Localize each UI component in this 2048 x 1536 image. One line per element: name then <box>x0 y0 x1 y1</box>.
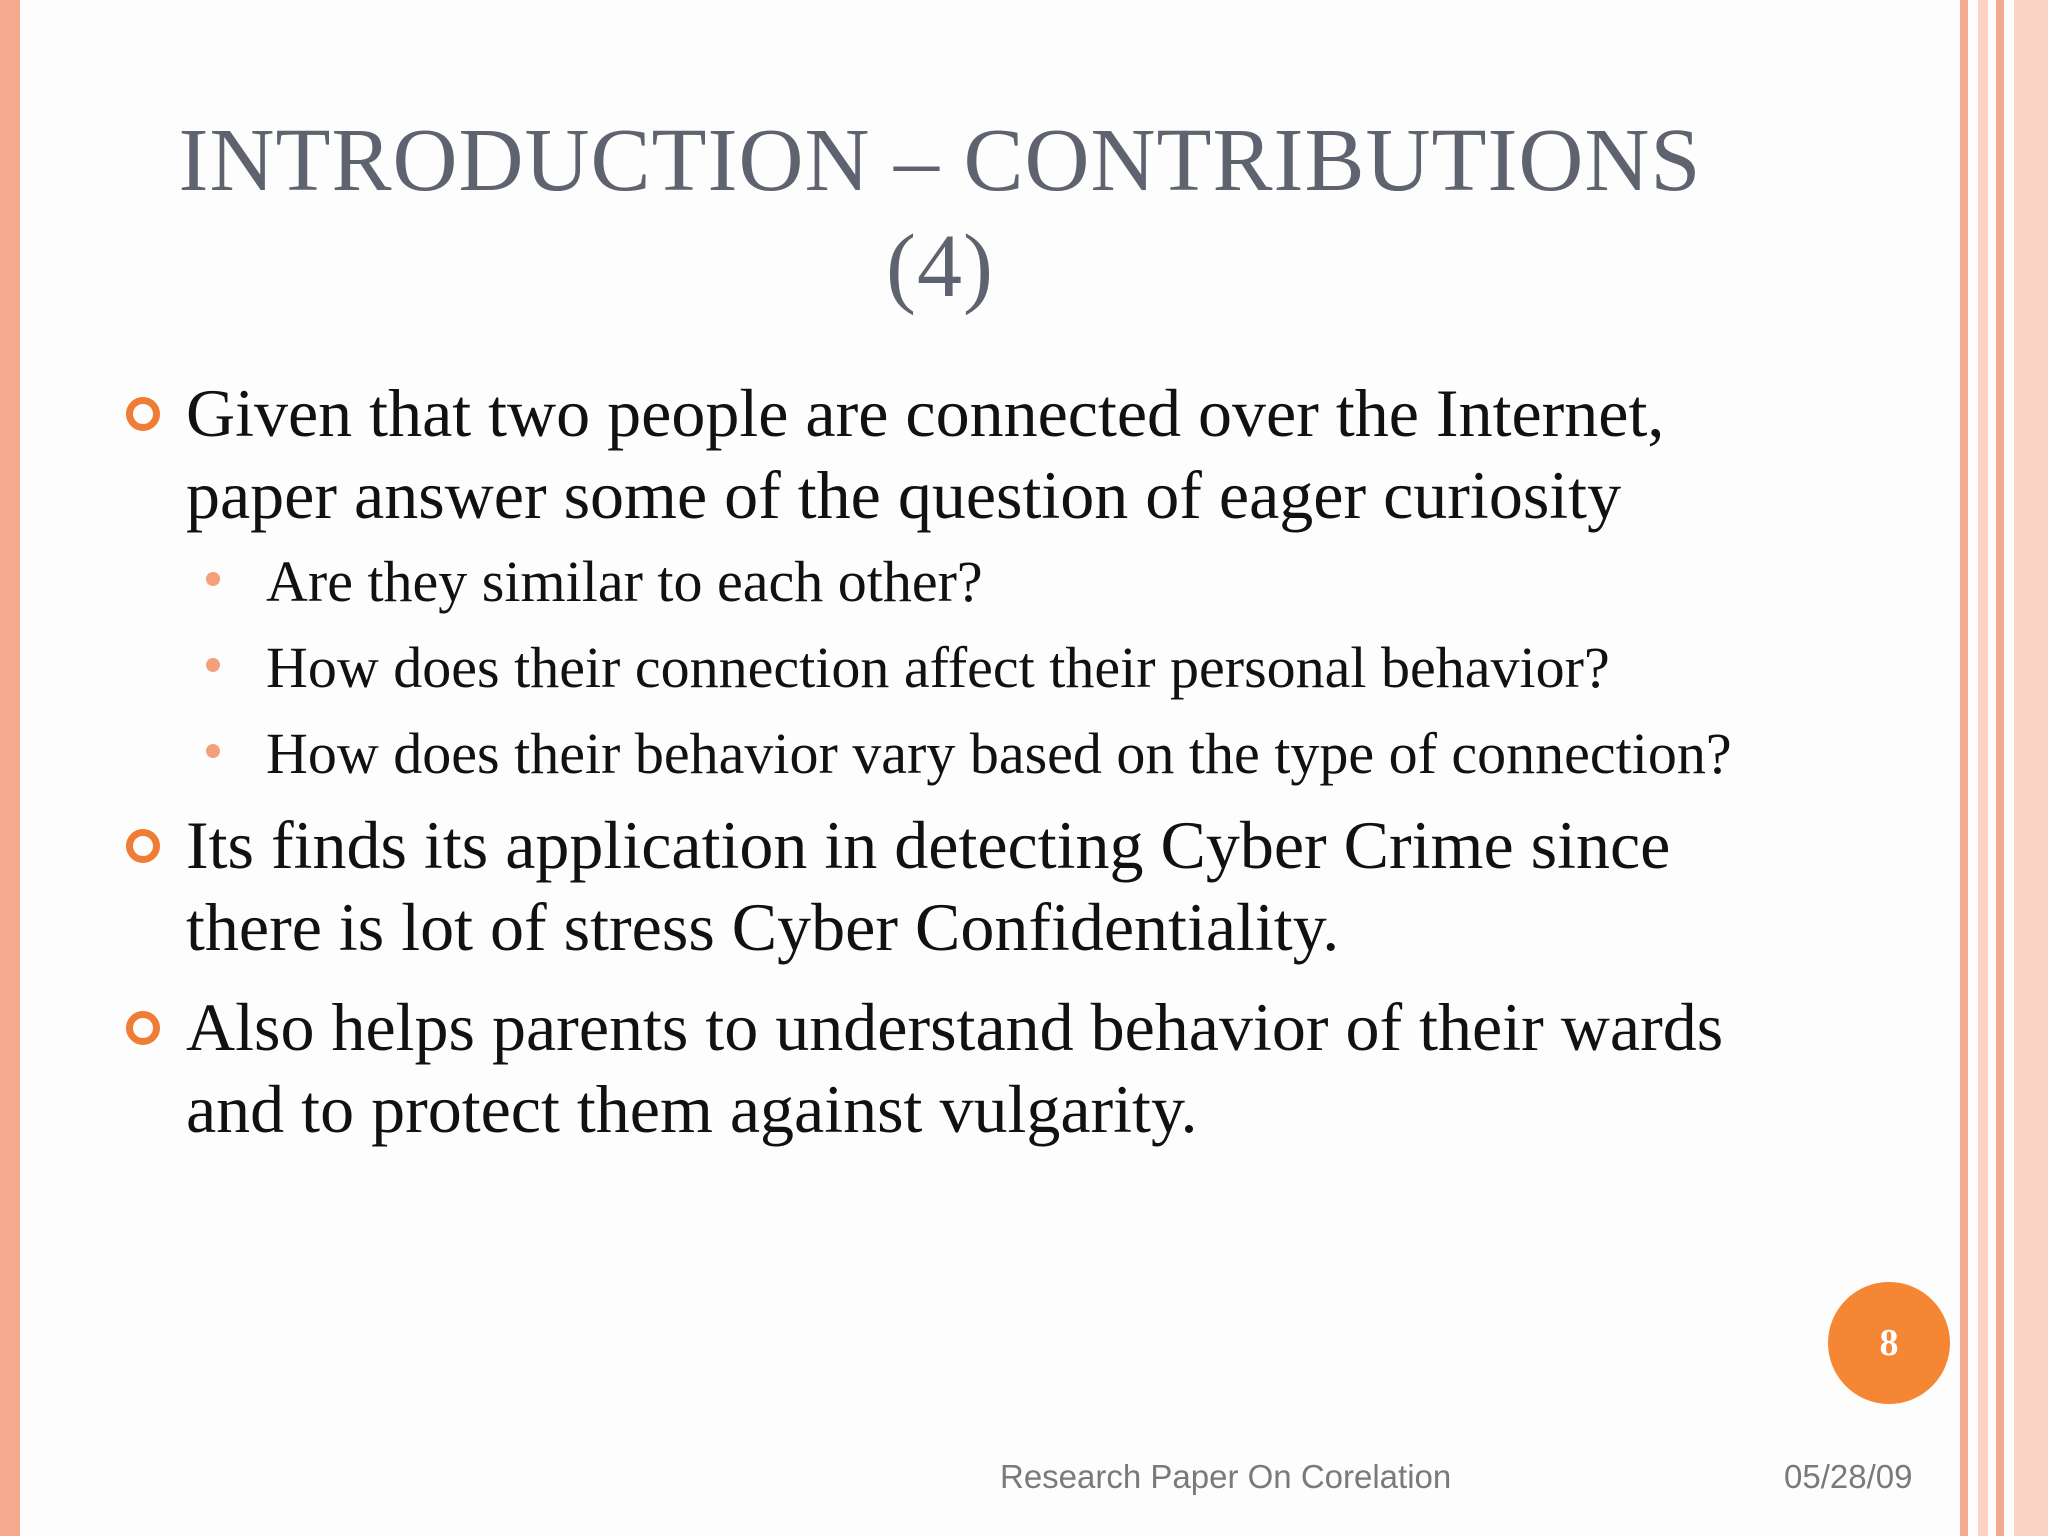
right-decorative-stripe <box>2014 0 2048 1536</box>
page-number-badge: 8 <box>1828 1282 1950 1404</box>
sub-bullet-list <box>120 546 1760 790</box>
footer-date: 05/28/09 <box>1784 1458 1913 1495</box>
sub-bullet-item <box>120 718 1760 790</box>
hollow-circle-icon <box>126 1011 160 1045</box>
bullet-item <box>120 986 1760 1150</box>
sub-bullet-text: How does their behavior vary based on the type of connection? <box>266 721 1732 786</box>
dot-icon <box>206 744 220 758</box>
bullet-item <box>120 372 1760 536</box>
sub-bullet-item <box>120 546 1760 618</box>
bullet-text: Also helps parents to understand behavior of their wards and to protect them against vulgarity. <box>186 989 1724 1147</box>
right-decorative-stripe <box>1960 0 1968 1536</box>
slide-content <box>120 372 1760 1150</box>
sub-bullet-item <box>120 632 1760 704</box>
slide-title-line2: (4) <box>886 217 994 316</box>
left-decorative-stripe <box>0 0 20 1536</box>
bullet-item <box>120 804 1760 968</box>
slide-title <box>120 108 1760 320</box>
hollow-circle-icon <box>126 829 160 863</box>
footer-title: Research Paper On Corelation <box>1000 1458 1452 1495</box>
dot-icon <box>206 658 220 672</box>
bullet-text: Its finds its application in detecting Cyber Crime since there is lot of stress Cyber Confidentiality. <box>186 807 1671 965</box>
right-decorative-stripe <box>1978 0 1988 1536</box>
sub-bullet-text: How does their connection affect their personal behavior? <box>266 635 1610 700</box>
slide-title-line1: INTRODUCTION – CONTRIBUTIONS <box>178 111 1702 210</box>
sub-bullet-text: Are they similar to each other? <box>266 549 983 614</box>
hollow-circle-icon <box>126 397 160 431</box>
right-decorative-stripe <box>1996 0 2004 1536</box>
bullet-text: Given that two people are connected over the Internet, paper answer some of the question of eager curiosity <box>186 375 1665 533</box>
dot-icon <box>206 572 220 586</box>
